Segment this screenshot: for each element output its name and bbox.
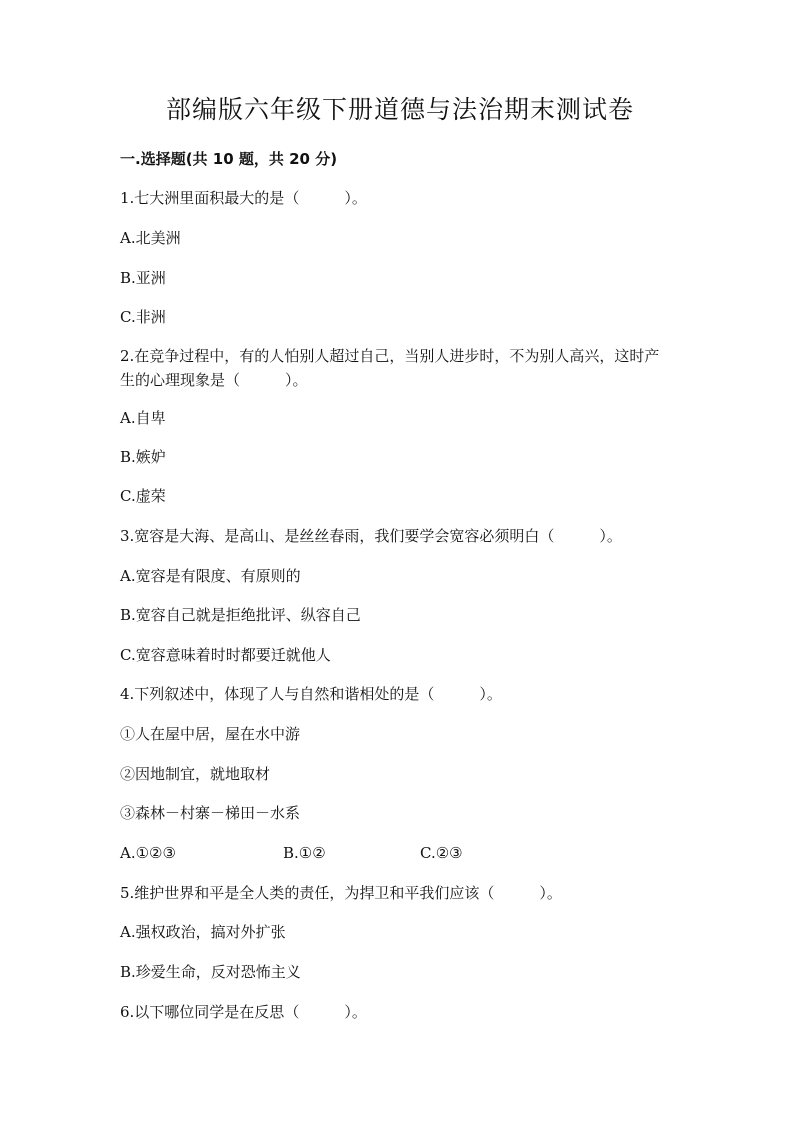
question-4-options bbox=[120, 842, 680, 864]
question-1-option-c: C.非洲 bbox=[120, 308, 166, 326]
question-2-option-c: C.虚荣 bbox=[120, 487, 166, 505]
question-2-stem: 2.在竞争过程中，有的人怕别人超过自己，当别人进步时，不为别人高兴，这时产生的心理现象是（ ）。 bbox=[120, 347, 660, 389]
question-2-option-b: B.嫉妒 bbox=[120, 448, 166, 466]
question-3-stem: 3.宽容是大海、是高山、是丝丝春雨，我们要学会宽容必须明白（ ）。 bbox=[120, 527, 622, 545]
question-3-option-b: B.宽容自己就是拒绝批评、纵容自己 bbox=[120, 606, 361, 624]
question-4-item-3: ③森林－村寨－梯田－水系 bbox=[120, 804, 301, 822]
question-4-stem: 4.下列叙述中，体现了人与自然和谐相处的是（ ）。 bbox=[120, 685, 502, 703]
question-5-option-b: B.珍爱生命，反对恐怖主义 bbox=[120, 963, 301, 981]
question-4-option-c: C.②③ bbox=[420, 844, 463, 862]
question-5-option-a: A.强权政治，搞对外扩张 bbox=[120, 923, 286, 941]
question-1-stem: 1.七大洲里面积最大的是（ ）。 bbox=[120, 189, 367, 207]
section-heading: 一.选择题(共 10 题，共 20 分) bbox=[120, 150, 338, 168]
question-2-option-a: A.自卑 bbox=[120, 409, 166, 427]
question-4-item-1: ①人在屋中居，屋在水中游 bbox=[120, 725, 301, 743]
question-4-option-b: B.①② bbox=[283, 844, 326, 862]
question-5-stem: 5.维护世界和平是全人类的责任，为捍卫和平我们应该（ ）。 bbox=[120, 884, 562, 902]
question-1-option-a: A.北美洲 bbox=[120, 229, 181, 247]
question-4-item-2: ②因地制宜，就地取材 bbox=[120, 765, 271, 783]
question-4-option-a: A.①②③ bbox=[120, 844, 176, 862]
page-title: 部编版六年级下册道德与法治期末测试卷 bbox=[165, 95, 634, 124]
question-1-option-b: B.亚洲 bbox=[120, 269, 166, 287]
question-3-option-a: A.宽容是有限度、有原则的 bbox=[120, 567, 301, 585]
question-3-option-c: C.宽容意味着时时都要迁就他人 bbox=[120, 646, 331, 664]
question-6-stem: 6.以下哪位同学是在反思（ ）。 bbox=[120, 1003, 367, 1021]
